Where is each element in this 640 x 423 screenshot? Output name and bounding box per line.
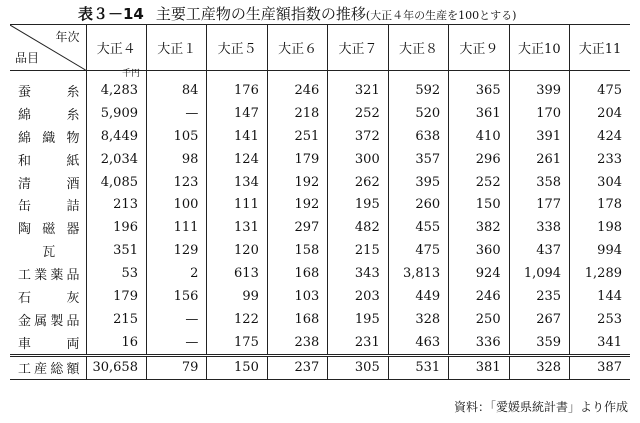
value-cell: 134 bbox=[207, 171, 267, 194]
value-cell: 300 bbox=[328, 148, 388, 171]
table-row bbox=[10, 331, 630, 355]
value-cell: 158 bbox=[267, 239, 327, 262]
value-cell: — bbox=[146, 331, 206, 355]
value-cell: 156 bbox=[146, 285, 206, 308]
value-cell: 8,449 bbox=[86, 125, 146, 148]
value-cell: 424 bbox=[570, 125, 630, 148]
value-cell: 122 bbox=[207, 308, 267, 331]
value-cell: 410 bbox=[449, 125, 509, 148]
table-number: 表３－14 bbox=[78, 5, 144, 23]
header-row bbox=[10, 25, 630, 71]
value-cell: 1,094 bbox=[509, 262, 569, 285]
value-cell: 296 bbox=[449, 148, 509, 171]
value-cell: 253 bbox=[570, 308, 630, 331]
value-cell: 2,034 bbox=[86, 148, 146, 171]
value-cell: 238 bbox=[267, 331, 327, 355]
item-label: 缶詰 bbox=[18, 199, 80, 215]
value-cell: 399 bbox=[509, 71, 569, 102]
total-row bbox=[10, 355, 630, 379]
value-cell: 131 bbox=[207, 216, 267, 239]
value-cell: 261 bbox=[509, 148, 569, 171]
value-cell: 338 bbox=[509, 216, 569, 239]
value-cell: 179 bbox=[267, 148, 327, 171]
value-cell: 267 bbox=[509, 308, 569, 331]
value-cell: 103 bbox=[267, 285, 327, 308]
value-cell: 141 bbox=[207, 125, 267, 148]
value-cell: 235 bbox=[509, 285, 569, 308]
item-label: 綿織物 bbox=[18, 130, 80, 146]
value-cell: 262 bbox=[328, 171, 388, 194]
value-cell: 178 bbox=[570, 193, 630, 216]
value-cell: 195 bbox=[328, 308, 388, 331]
value-cell: 482 bbox=[328, 216, 388, 239]
value-cell: 198 bbox=[570, 216, 630, 239]
value-cell: 3,813 bbox=[388, 262, 448, 285]
title-main: 主要工産物の生産額指数の推移 bbox=[155, 5, 366, 23]
corner-year-label: 年次 bbox=[55, 30, 80, 44]
value-cell: — bbox=[146, 102, 206, 125]
total-value-cell: 30,658 bbox=[86, 355, 146, 379]
item-label: 和紙 bbox=[18, 153, 80, 169]
value-cell: 328 bbox=[388, 308, 448, 331]
value-cell: — bbox=[146, 308, 206, 331]
value-cell: 196 bbox=[86, 216, 146, 239]
item-label: 清酒 bbox=[18, 176, 80, 192]
item-label: 車両 bbox=[18, 336, 80, 352]
value-cell: 215 bbox=[328, 239, 388, 262]
total-value-cell: 150 bbox=[207, 355, 267, 379]
value-cell: 252 bbox=[449, 171, 509, 194]
value-cell: 144 bbox=[570, 285, 630, 308]
value-cell: 233 bbox=[570, 148, 630, 171]
total-value-cell: 305 bbox=[328, 355, 388, 379]
value-cell: 192 bbox=[267, 193, 327, 216]
value-cell: 382 bbox=[449, 216, 509, 239]
value-cell: 592 bbox=[388, 71, 448, 102]
header-year: 大正11 bbox=[570, 25, 630, 71]
value-cell: 304 bbox=[570, 171, 630, 194]
value-cell: 372 bbox=[328, 125, 388, 148]
header-year: 大正10 bbox=[509, 25, 569, 71]
value-cell: 321 bbox=[328, 71, 388, 102]
table-row bbox=[10, 216, 630, 239]
value-cell: 84 bbox=[146, 71, 206, 102]
table-row bbox=[10, 262, 630, 285]
value-cell: 463 bbox=[388, 331, 448, 355]
value-cell: 124 bbox=[207, 148, 267, 171]
value-cell: 120 bbox=[207, 239, 267, 262]
value-cell: 111 bbox=[207, 193, 267, 216]
value-cell: 129 bbox=[146, 239, 206, 262]
value-cell: 204 bbox=[570, 102, 630, 125]
value-cell: 175 bbox=[207, 331, 267, 355]
table-row bbox=[10, 308, 630, 331]
value-cell: 341 bbox=[570, 331, 630, 355]
item-label: 石灰 bbox=[18, 290, 80, 306]
value-cell: 613 bbox=[207, 262, 267, 285]
table-row bbox=[10, 125, 630, 148]
table-row bbox=[10, 239, 630, 262]
header-year: 大正６ bbox=[267, 25, 327, 71]
value-cell: 251 bbox=[267, 125, 327, 148]
total-value-cell: 381 bbox=[449, 355, 509, 379]
item-label: 蚕糸 bbox=[18, 84, 80, 100]
total-value-cell: 531 bbox=[388, 355, 448, 379]
value-cell: 98 bbox=[146, 148, 206, 171]
value-cell: 147 bbox=[207, 102, 267, 125]
total-value-cell: 387 bbox=[570, 355, 630, 379]
table-body bbox=[10, 71, 630, 356]
value-cell: 177 bbox=[509, 193, 569, 216]
value-cell: 16 bbox=[86, 331, 146, 355]
title-note: (大正４年の生産を100とする) bbox=[365, 9, 517, 22]
value-cell: 437 bbox=[509, 239, 569, 262]
table-row bbox=[10, 193, 630, 216]
item-label: 金属製品 bbox=[18, 313, 80, 329]
unit-label: 千円 bbox=[121, 69, 140, 79]
table-row bbox=[10, 102, 630, 125]
table-row bbox=[10, 148, 630, 171]
value-cell: 215 bbox=[86, 308, 146, 331]
item-label: 工業薬品 bbox=[18, 268, 80, 284]
value-cell: 168 bbox=[267, 262, 327, 285]
corner-cell bbox=[10, 25, 86, 71]
total-value-cell: 328 bbox=[509, 355, 569, 379]
table-row bbox=[10, 285, 630, 308]
value-cell: 260 bbox=[388, 193, 448, 216]
value-cell: 475 bbox=[388, 239, 448, 262]
value-cell: 357 bbox=[388, 148, 448, 171]
item-label: 綿糸 bbox=[18, 107, 80, 123]
value-cell: 449 bbox=[388, 285, 448, 308]
value-cell: 297 bbox=[267, 216, 327, 239]
total-label: 工産総額 bbox=[10, 355, 86, 379]
value-cell: 213 bbox=[86, 193, 146, 216]
value-cell: 475 bbox=[570, 71, 630, 102]
value-cell: 246 bbox=[449, 285, 509, 308]
value-cell: 123 bbox=[146, 171, 206, 194]
header-year: 大正９ bbox=[449, 25, 509, 71]
value-cell: 2 bbox=[146, 262, 206, 285]
value-cell: 111 bbox=[146, 216, 206, 239]
value-cell: 395 bbox=[388, 171, 448, 194]
value-cell: 360 bbox=[449, 239, 509, 262]
table-row bbox=[10, 71, 630, 102]
value-cell: 170 bbox=[509, 102, 569, 125]
value-cell: 252 bbox=[328, 102, 388, 125]
value-cell: 5,909 bbox=[86, 102, 146, 125]
header-year: 大正８ bbox=[388, 25, 448, 71]
value-cell: 358 bbox=[509, 171, 569, 194]
header-year: 大正４ bbox=[86, 25, 146, 71]
value-cell: 53 bbox=[86, 262, 146, 285]
value-cell: 924 bbox=[449, 262, 509, 285]
value-cell: 365 bbox=[449, 71, 509, 102]
value-cell: 250 bbox=[449, 308, 509, 331]
item-label: 陶磁器 bbox=[18, 222, 80, 238]
value-cell: 100 bbox=[146, 193, 206, 216]
value-cell: 231 bbox=[328, 331, 388, 355]
value-cell: 203 bbox=[328, 285, 388, 308]
total-value-cell: 237 bbox=[267, 355, 327, 379]
header-year: 大正７ bbox=[328, 25, 388, 71]
total-value-cell: 79 bbox=[146, 355, 206, 379]
value-cell: 246 bbox=[267, 71, 327, 102]
value-cell: 361 bbox=[449, 102, 509, 125]
value-cell: 176 bbox=[207, 71, 267, 102]
value-cell: 179 bbox=[86, 285, 146, 308]
value-cell: 4,085 bbox=[86, 171, 146, 194]
value-cell: 192 bbox=[267, 171, 327, 194]
value-cell: 336 bbox=[449, 331, 509, 355]
value-cell: 150 bbox=[449, 193, 509, 216]
header-year: 大正５ bbox=[207, 25, 267, 71]
corner-item-label: 品目 bbox=[15, 51, 40, 65]
value-cell: 359 bbox=[509, 331, 569, 355]
value-cell: 99 bbox=[207, 285, 267, 308]
value-text: 4,283 bbox=[100, 82, 138, 98]
value-cell: 994 bbox=[570, 239, 630, 262]
value-cell: 520 bbox=[388, 102, 448, 125]
production-index-table bbox=[10, 24, 630, 380]
value-cell: 105 bbox=[146, 125, 206, 148]
value-cell: 455 bbox=[388, 216, 448, 239]
value-cell: 218 bbox=[267, 102, 327, 125]
value-cell bbox=[86, 71, 146, 102]
table-title bbox=[78, 4, 516, 26]
header-year: 大正１ bbox=[146, 25, 206, 71]
item-label: 瓦 bbox=[42, 245, 56, 261]
source-note: 資料：「愛媛県統計書」より作成 bbox=[453, 400, 628, 414]
value-cell: 638 bbox=[388, 125, 448, 148]
value-cell: 343 bbox=[328, 262, 388, 285]
value-cell: 1,289 bbox=[570, 262, 630, 285]
value-cell: 391 bbox=[509, 125, 569, 148]
value-cell: 351 bbox=[86, 239, 146, 262]
value-cell: 195 bbox=[328, 193, 388, 216]
table-row bbox=[10, 171, 630, 194]
value-cell: 168 bbox=[267, 308, 327, 331]
